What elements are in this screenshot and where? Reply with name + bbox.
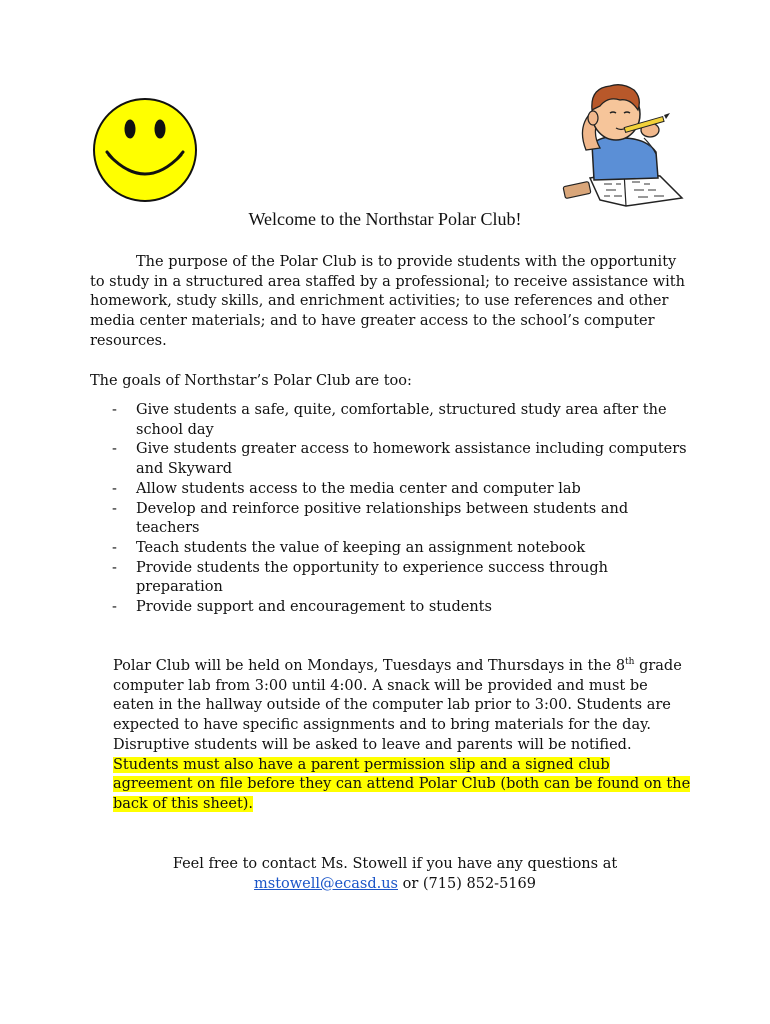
goal-text: Develop and reinforce positive relationships between students and teachers <box>136 500 629 537</box>
ordinal-suffix: th <box>625 657 635 668</box>
bullet-dash: - <box>112 500 117 517</box>
bullet-dash: - <box>112 559 117 576</box>
goals-list <box>90 401 690 618</box>
intro-text: The purpose of the Polar Club is to provide students with the opportunity to study in a structured area staffed by a professional; to receive assistance with homework, study skills, and enrichment activities; to use references and other media center materials; and to have greater access to the school’s computer resources. <box>90 254 685 349</box>
list-item <box>90 480 690 500</box>
schedule-text-1: Polar Club will be held on Mondays, Tuesdays and Thursdays in the 8 <box>113 658 626 674</box>
goal-text: Allow students access to the media center and computer lab <box>136 480 581 497</box>
bullet-dash: - <box>112 480 117 497</box>
bullet-dash: - <box>112 441 117 458</box>
list-item <box>90 500 690 539</box>
schedule-paragraph <box>113 657 693 815</box>
phone-number: (715) 852-5169 <box>422 875 536 892</box>
intro-paragraph <box>90 253 690 352</box>
contact-line: Feel free to contact Ms. Stowell if you have any questions at <box>172 856 618 872</box>
schedule-text-2: grade computer lab from 3:00 until 4:00. A snack will be provided and must be eaten in the hallway outside of the computer lab prior to 3:00. Students are expected to have specific assignments and to bring materials for the day. Disruptive students will be asked to leave and parents will be notified. <box>113 658 682 753</box>
page-title: Welcome to the Northstar Polar Club! <box>248 209 522 229</box>
bullet-dash: - <box>112 539 117 556</box>
list-item <box>90 401 690 440</box>
goal-text: Give students greater access to homework assistance including computers and Skyward <box>136 441 687 478</box>
goal-text: Provide support and encouragement to students <box>136 599 492 616</box>
goal-text: Teach students the value of keeping an assignment notebook <box>136 539 586 556</box>
email-link[interactable]: mstowell@ecasd.us <box>254 875 398 892</box>
list-item <box>90 598 690 618</box>
smiley-face-icon <box>92 97 198 203</box>
highlighted-requirement: Students must also have a parent permission slip and a signed club agreement on file before they can attend Polar Club (both can be found on the back of this sheet). <box>113 756 691 812</box>
contact-block <box>0 855 770 894</box>
list-item <box>90 440 690 479</box>
list-item <box>90 559 690 598</box>
contact-or: or <box>398 875 423 892</box>
studying-student-clipart <box>560 80 688 214</box>
goal-text: Provide students the opportunity to experience success through preparation <box>136 559 608 596</box>
goal-text: Give students a safe, quite, comfortable, structured study area after the school day <box>136 402 667 438</box>
bullet-dash: - <box>112 402 117 418</box>
goals-heading: The goals of Northstar’s Polar Club are too: <box>90 373 412 389</box>
bullet-dash: - <box>112 599 117 616</box>
list-item <box>90 539 690 559</box>
